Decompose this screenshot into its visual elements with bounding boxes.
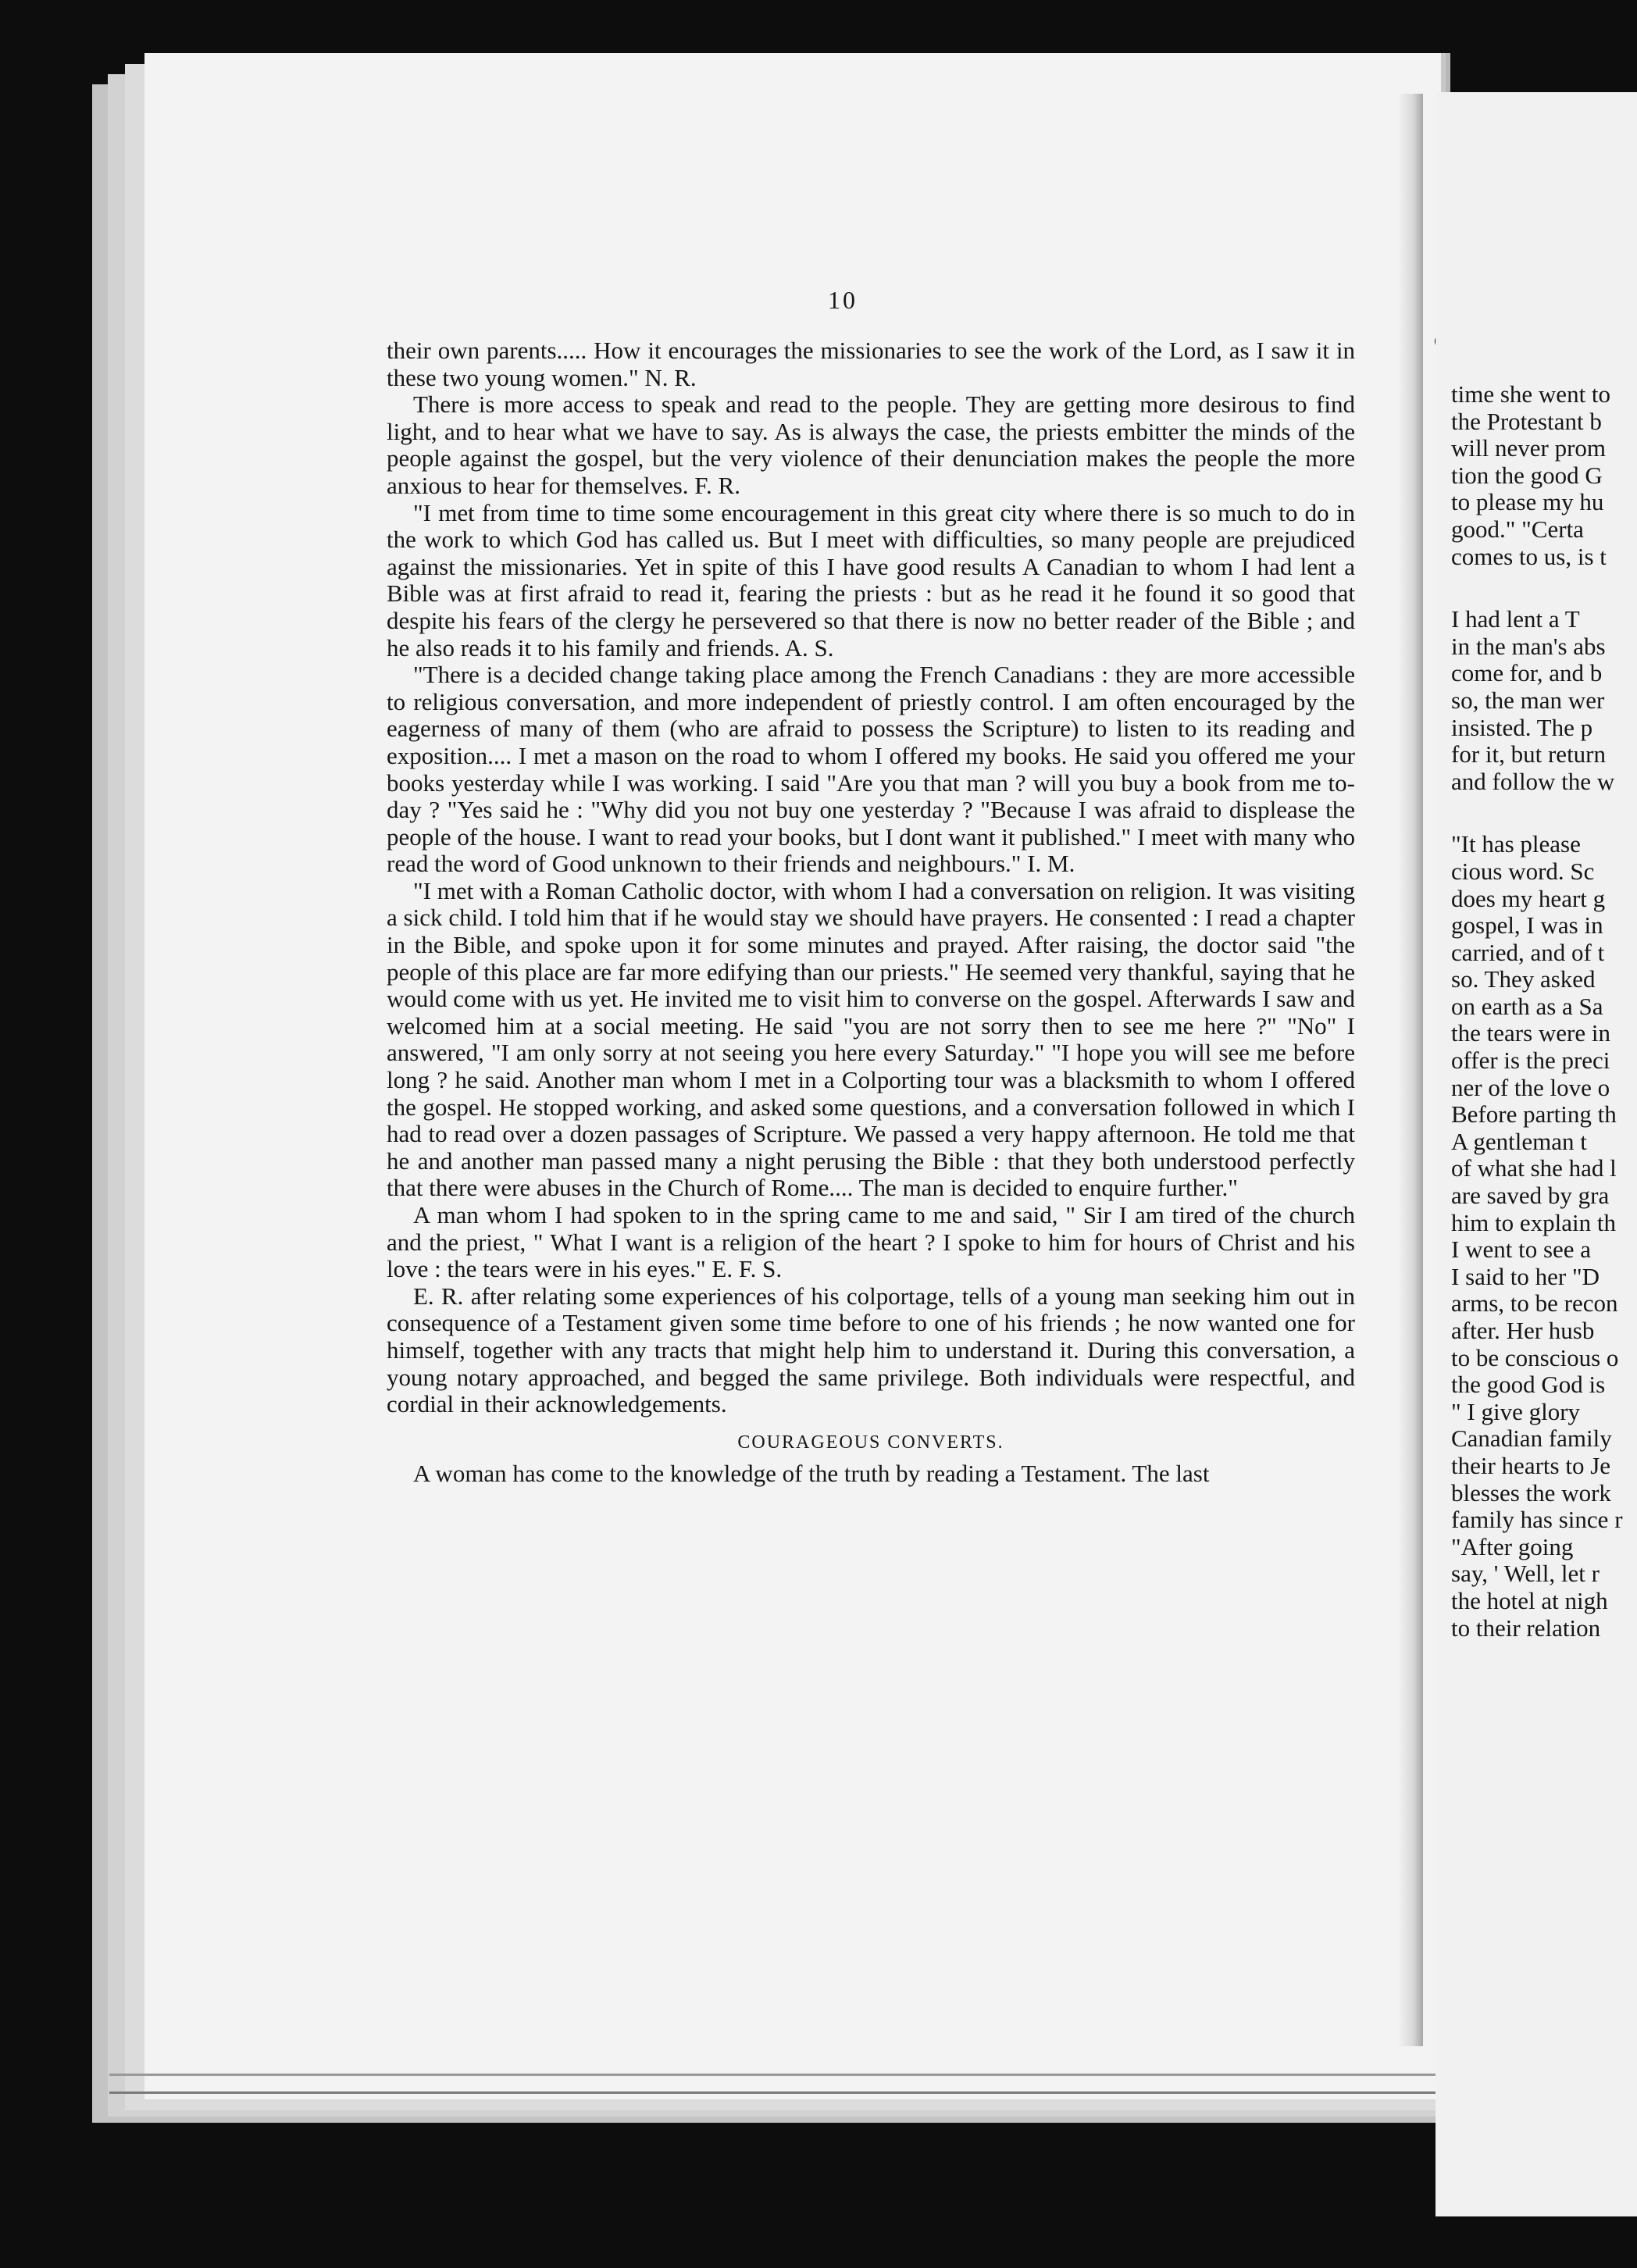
section-heading: COURAGEOUS CONVERTS. — [737, 1432, 1004, 1453]
right-page-line: time she went to — [1451, 380, 1611, 408]
paragraph-3: "I met from time to time some encouragement in this great city where there is so much to do in the work to which God has called us. But I meet with difficulties, so many people are prejudiced against the missionaries. Yet in spite of this I have good results A Canadian to whom I had lent a Bible was at first afraid to read it, fearing the priests : but as he read it he found it so good that despite his fears of the clergy he persevered so that there is now no better reader of the Bible ; and he also reads it to his family and friends. A. S. — [387, 498, 1355, 662]
right-page-line: so, the man wer — [1451, 686, 1605, 714]
right-page-line: offer is the preci — [1451, 1047, 1610, 1075]
right-page-line: Canadian family — [1451, 1425, 1612, 1453]
right-page-line: say, ' Well, let r — [1451, 1560, 1600, 1588]
right-page-text — [1451, 381, 1637, 1642]
right-page-line: tion the good G — [1451, 461, 1603, 489]
paragraph-2: There is more access to speak and read to the people. They are getting more desirous to find light, and to hear what we have to say. As is always the case, the priests embitter the minds of the people against the gospel, but the very violence of their denunciation makes the people the more anxious to hear for themselves. F. R. — [387, 390, 1355, 499]
right-page — [1435, 92, 1637, 2216]
right-page-line: to be conscious o — [1451, 1343, 1619, 1371]
book-gutter — [1398, 94, 1423, 2046]
right-page-line: "It has please — [1451, 830, 1581, 858]
page-edge-lines — [109, 2074, 1437, 2094]
right-page-line: insisted. The p — [1451, 713, 1593, 741]
right-page-line: does my heart g — [1451, 884, 1606, 912]
paragraph-1: their own parents..... How it encourages the missionaries to see the work of the Lord, as I saw it in these two young women." N. R. — [387, 337, 1355, 391]
right-page-line: and follow the w — [1451, 767, 1615, 795]
right-page-line — [1451, 795, 1637, 831]
page-number: 10 — [828, 286, 858, 314]
right-page-line: A gentleman t — [1451, 1127, 1587, 1155]
right-page-line: Before parting th — [1451, 1100, 1617, 1129]
right-page-line: ner of the love o — [1451, 1073, 1610, 1101]
right-page-line: to please my hu — [1451, 488, 1604, 516]
paragraph-6: A man whom I had spoken to in the spring came to me and said, " Sir I am tired of the church and the priest, " What I want is a religion of the heart ? I spoke to him for hours of Christ and his love : the tears were in his eyes." E. F. S. — [387, 1201, 1355, 1283]
right-page-line: gospel, I was in — [1451, 911, 1603, 940]
right-page-line: come for, and b — [1451, 659, 1603, 687]
left-page-text — [387, 337, 1355, 1488]
right-page-line: cious word. Sc — [1451, 857, 1595, 885]
right-page-line: so. They asked — [1451, 965, 1596, 993]
right-page-line: are saved by gra — [1451, 1182, 1610, 1210]
right-page-line: of what she had l — [1451, 1154, 1617, 1182]
right-page-line: the Protestant b — [1451, 407, 1602, 435]
right-page-line: " I give glory — [1451, 1397, 1581, 1425]
right-page-line: I said to her "D — [1451, 1262, 1600, 1290]
right-page-line: their hearts to Je — [1451, 1451, 1611, 1479]
right-page-line: for it, but return — [1451, 740, 1607, 768]
right-page-line: the tears were in — [1451, 1019, 1610, 1047]
right-page-line: after. Her husb — [1451, 1317, 1595, 1344]
right-page-line: arms, to be recon — [1451, 1289, 1618, 1318]
last-line: A woman has come to the knowledge of the truth by reading a Testament. The last — [413, 1460, 1210, 1488]
right-page-line: him to explain th — [1451, 1208, 1616, 1236]
right-page-line: the hotel at nigh — [1451, 1586, 1608, 1614]
paragraph-5: "I met with a Roman Catholic doctor, with whom I had a conversation on religion. It was visiting a sick child. I told him that if he would stay we should have prayers. He consented : I read a chapter in the Bible, and spoke upon it for some minutes and prayed. After raising, the doctor said "the people of this place are far more edifying than our priests." He seemed very thankful, saying that he would come with us yet. He invited me to visit him to converse on the gospel. Afterwards I saw and welcomed him at a social meeting. He said "you are not sorry then to see me here ?" "No" I answered, "I am only sorry at not seeing you here every Saturday." "I hope you will see me before long ? he said. Another man whom I met in a Colporting tour was a blacksmith to whom I offered the gospel. He stopped working, and asked some questions, and a conversation followed in which I had to read over a dozen passages of Scripture. We passed a very happy afternoon. He told me that he and another man passed many a night perusing the Bible : that they both understood perfectly that there were abuses in the Church of Rome.... The man is decided to enquire further." — [387, 876, 1355, 1202]
right-page-line: I went to see a — [1451, 1236, 1592, 1264]
right-page-line: in the man's abs — [1451, 632, 1606, 660]
right-page-line: will never prom — [1451, 434, 1607, 462]
paragraph-7: E. R. after relating some experiences of his colportage, tells of a young man seeking him out in consequence of a Testament given some time before to one of his friends ; he now wanted one for himself, together with any tracts that might help him to understand it. During this conversation, a young notary approached, and begged the same privilege. Both individuals were respectful, and cordial in their acknowledgements. — [387, 1282, 1355, 1418]
paragraph-4: "There is a decided change taking place among the French Canadians : they are more accessible to religious conversation, and more independent of priestly control. I am often encouraged by the eagerness of many of them (who are afraid to possess the Scripture) to listen to its reading and exposition.... I met a mason on the road to whom I offered my books. He said you offered me your books yesterday while I was working. I said "Are you that man ? will you buy a book from me to-day ? "Yes said he : "Why did you not buy one yesterday ? "Because I was afraid to displease the people of the house. I want to read your books, but I dont want it published." I meet with many who read the word of Good unknown to their friends and neighbours." I. M. — [387, 661, 1355, 878]
right-page-line: the good God is — [1451, 1371, 1606, 1399]
right-page-line: good." "Certa — [1451, 515, 1584, 543]
right-page-line: "After going — [1451, 1532, 1574, 1560]
right-page-line: comes to us, is t — [1451, 542, 1607, 570]
right-page-line: blesses the work — [1451, 1478, 1611, 1507]
right-page-line: carried, and of t — [1451, 938, 1605, 966]
right-page-line: on earth as a Sa — [1451, 992, 1603, 1020]
right-page-line: to their relation — [1451, 1614, 1601, 1642]
right-page-line: I had lent a T — [1451, 605, 1580, 633]
right-page-line — [1451, 570, 1637, 606]
right-page-line: family has since r — [1451, 1506, 1623, 1534]
